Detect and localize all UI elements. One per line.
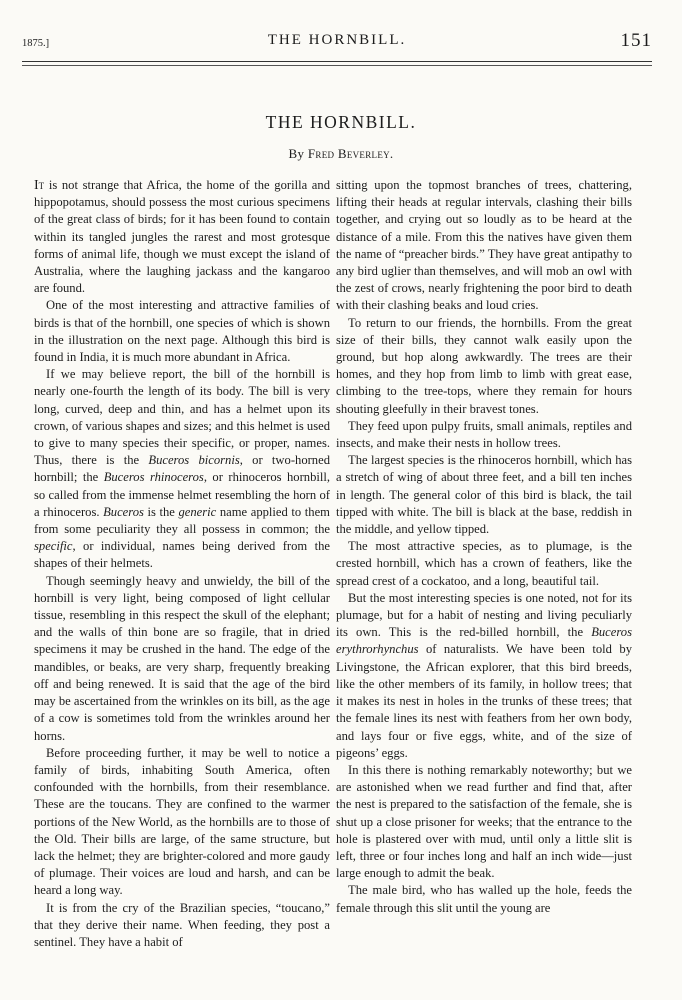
paragraph: They feed upon pulpy fruits, small animals, reptiles and insects, and make their nests in hollow trees. [336, 418, 632, 451]
paragraph: It is from the cry of the Brazilian species, “toucano,” that they derive their name. When feeding, they post a sentinel. They have a habit of [34, 900, 330, 949]
page-number: 151 [620, 30, 652, 51]
paragraph-text: If we may believe report, the bill of the hornbill is nearly one-fourth the length of its body. The bill is very long, curved, deep and thin, and has a helmet upon its crown, of various shapes and sizes; and this helmet is used to give to many species their specific, or proper, names. Thus, there is the [34, 367, 330, 468]
paragraph-text: of naturalists. We have been told by Livingstone, the African explorer, that this bird breeds, like the other members of its family, in hollow trees; that it makes its nest in holes in the trunks of these trees; that the female lines its nest with feathers from her own body, and lays four or five eggs, white, and of the size of pigeons’ eggs. [336, 642, 632, 760]
paragraph: To return to our friends, the hornbills. From the great size of their bills, they cannot walk easily upon the ground, but hop along awkwardly. The trees are their homes, and they hop from limb to limb with great ease, climbing to the tree-tops, where they remain for hours shouting gleefully in their bravest tones. [336, 315, 632, 416]
header-rule-thick [22, 61, 652, 62]
species-name: Buceros bicornis [148, 453, 240, 468]
paragraph: Before proceeding further, it may be well to notice a family of birds, inhabiting South America, often confounded with the hornbills, from their resemblance. These are the toucans. They are confined to the warmer portions of the New World, as the hornbills are to those of the Old. Their bills are large, of the same structure, but lack the helmet; they are brighter-colored and more gaudy of plumage. Their voices are loud and harsh, and can be heard a long way. [34, 745, 330, 898]
paragraph-text: , or rhinoceros hornbill, so called from the immense helmet resembling the horn of a rhinoceros. [34, 470, 331, 519]
right-column [336, 177, 632, 917]
paragraph: sitting upon the topmost branches of trees, chattering, lifting their heads at regular intervals, clashing their bills together, and crying out so loudly as to be heard at the distance of a mile. From this the natives have given them the name of “preacher birds.” They have great antipathy to any bird uglier than themselves, and will mob an owl with the zest of crows, nearly frightening the poor bird to death with their clashing beaks and loud cries. [336, 178, 632, 313]
paragraph-text: , or individual, names being derived from the shapes of their helmets. [34, 539, 330, 571]
paragraph [34, 366, 330, 572]
paragraph [336, 590, 632, 762]
opening-word: It [34, 178, 45, 193]
author-name: Fred Beverley. [307, 146, 394, 161]
paragraph-text: is the [143, 504, 179, 519]
species-name: Buceros erythrorhynchus [336, 625, 632, 657]
paragraph-text: is not strange that Africa, the home of the gorilla and hippopotamus, should possess the most curious specimens of the great class of birds; for it has been found to contain within its tangled jungles the rarest and most grotesque forms of animal life, though we must except the island of Australia, where the laughing jackass and the kangaroo are found. [34, 178, 330, 296]
left-column [34, 177, 330, 951]
byline [0, 146, 682, 162]
paragraph-text: But the most interesting species is one noted, not for its plumage, but for a habit of nesting and living peculiarly its own. This is the red-billed hornbill, the [336, 590, 632, 640]
paragraph [34, 177, 330, 297]
paragraph: Though seemingly heavy and unwieldy, the bill of the hornbill is very light, being composed of light cellular tissue, resembling in this respect the skull of the elephant; and the walls of thin bone are so fragile, that in dried specimens it may be crushed in the hand. The edge of the mandibles, or beaks, are very sharp, frequently breaking off and being renewed. It is said that the age of the bird may be ascertained from the wrinkles on its bill, as the age of a cow is sometimes told from the wrinkles around her horns. [34, 573, 330, 743]
header-year: 1875.] [22, 38, 50, 49]
running-header [22, 30, 652, 56]
paragraph: The most attractive species, as to plumage, is the crested hornbill, which has a crown of feathers, like the spread crest of a cockatoo, and a long, beautiful tail. [336, 539, 632, 588]
header-rule-thin [22, 65, 652, 66]
paragraph: The male bird, who has walled up the hole, feeds the female through this slit until the young are [336, 883, 632, 915]
emphasis: generic [178, 504, 217, 519]
byline-prefix: By [288, 146, 305, 161]
paragraph: In this there is nothing remarkably noteworthy; but we are astonished when we read further and find that, after the nest is prepared to the satisfaction of the female, she is shut up a close prisoner for weeks; that the entrance to the hole is plastered over with mud, until only a little slit is left, three or four inches long and half an inch wide—just large enough to admit the beak. [336, 762, 632, 881]
paragraph-text: , or two-horned hornbill; the [34, 453, 330, 485]
article-title: THE HORNBILL. [265, 112, 417, 132]
species-name: Buceros rhinoceros [103, 470, 204, 485]
running-title: THE HORNBILL. [267, 32, 407, 48]
paragraph: One of the most interesting and attractive families of birds is that of the hornbill, one species of which is shown in the illustration on the next page. Although this bird is found in India, it is much more abundant in Africa. [34, 298, 330, 365]
paragraph-text: name applied to them from some peculiarity they all possess in common; the [34, 504, 330, 537]
genus-name: Buceros [103, 504, 144, 519]
paragraph: The largest species is the rhinoceros hornbill, which has a stretch of wing of about three feet, and a bill ten inches in length. The general color of this bird is black, the tail tipped with white. The bill is black at the base, reddish in the middle, and yellow tipped. [336, 453, 632, 537]
emphasis: specific [34, 539, 73, 554]
